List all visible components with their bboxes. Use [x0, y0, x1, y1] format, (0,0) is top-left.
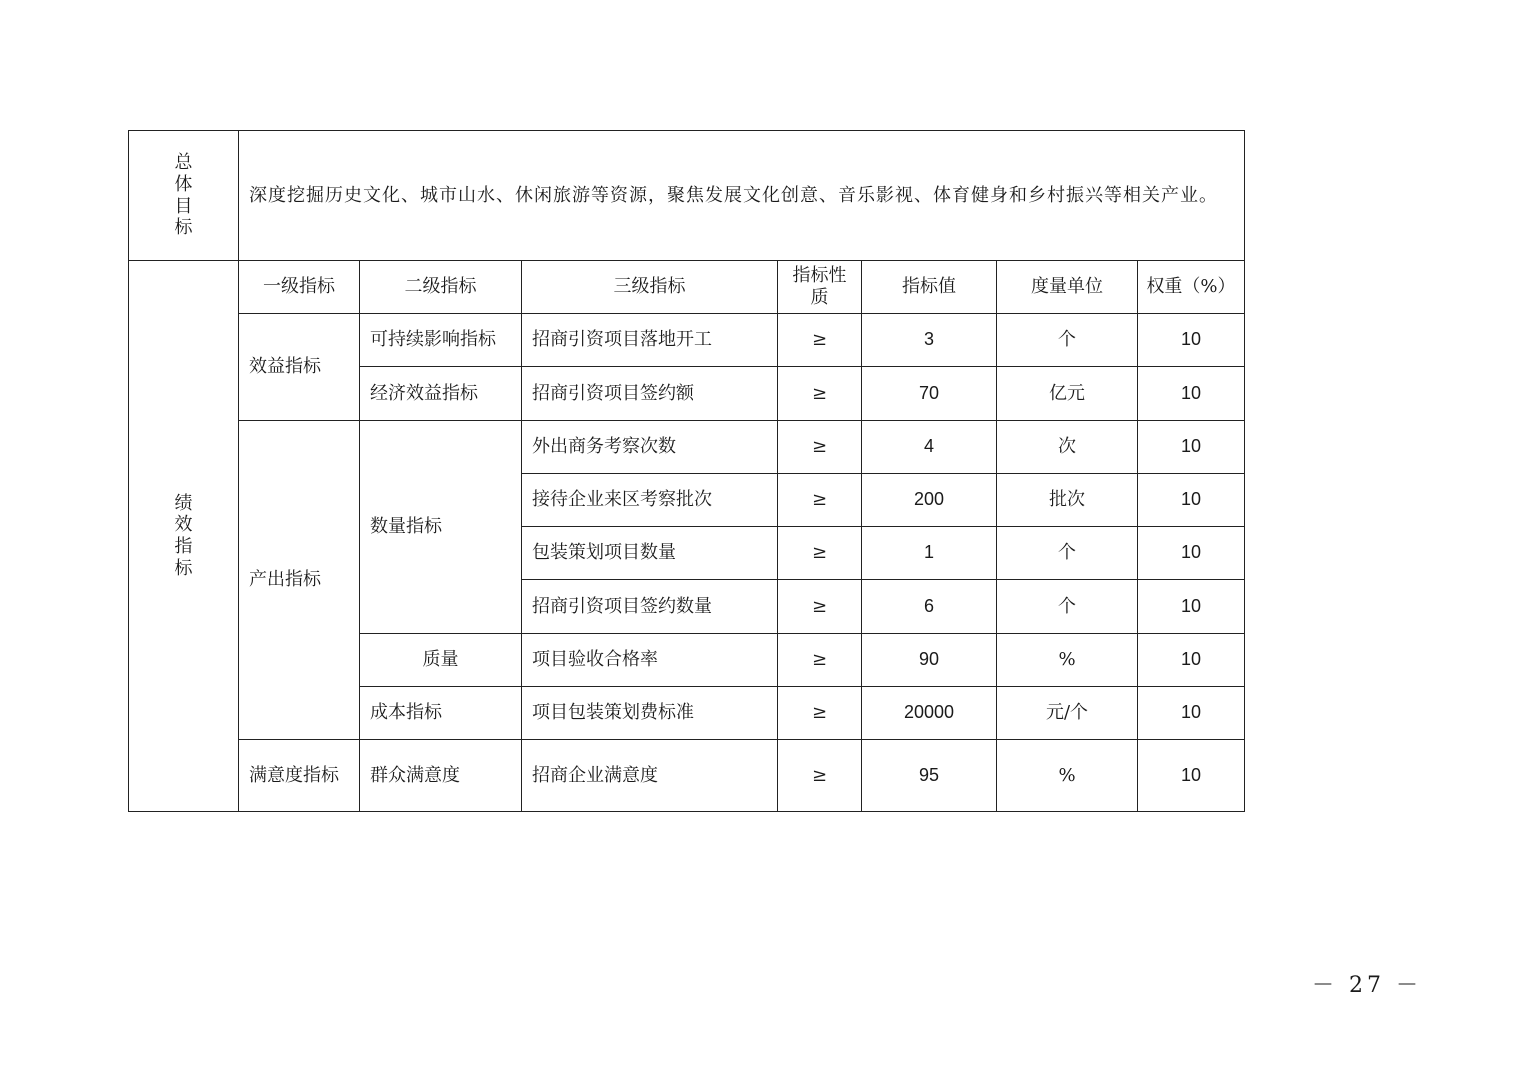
- header-nature: [778, 261, 862, 314]
- goal-label-char: 总: [174, 152, 193, 174]
- performance-label-char: 标: [174, 557, 193, 579]
- row-unit: %: [997, 634, 1138, 687]
- row-unit: %: [997, 740, 1138, 812]
- row-name: 招商引资项目签约额: [522, 367, 778, 421]
- table-row: [129, 740, 1245, 812]
- performance-label-char: 效: [174, 514, 193, 536]
- row-name: 接待企业来区考察批次: [522, 474, 778, 527]
- row-nature: ≥: [778, 314, 862, 367]
- row-nature: ≥: [778, 580, 862, 634]
- goal-label-char: 目: [174, 195, 193, 217]
- row-value: 95: [862, 740, 997, 812]
- group-quantity: 数量指标: [360, 421, 522, 634]
- row-weight: 10: [1138, 367, 1245, 421]
- group-quality: 质量: [360, 634, 522, 687]
- performance-label-char: 绩: [174, 492, 193, 514]
- row-unit: 个: [997, 314, 1138, 367]
- group-economic: 经济效益指标: [360, 367, 522, 421]
- row-name: 招商引资项目签约数量: [522, 580, 778, 634]
- goal-row: [129, 131, 1245, 261]
- header-weight: 权重（%）: [1138, 261, 1245, 314]
- row-weight: 10: [1138, 740, 1245, 812]
- group-benefit: 效益指标: [239, 314, 360, 421]
- header-value: 指标值: [862, 261, 997, 314]
- row-value: 70: [862, 367, 997, 421]
- row-value: 90: [862, 634, 997, 687]
- row-name: 招商企业满意度: [522, 740, 778, 812]
- header-nature-line2: 质: [810, 287, 829, 308]
- row-value: 4: [862, 421, 997, 474]
- row-name: 外出商务考察次数: [522, 421, 778, 474]
- performance-goal-table: [128, 130, 1245, 812]
- header-level3: 三级指标: [522, 261, 778, 314]
- row-value: 1: [862, 527, 997, 580]
- group-output: 产出指标: [239, 421, 360, 740]
- row-unit: 亿元: [997, 367, 1138, 421]
- header-unit: 度量单位: [997, 261, 1138, 314]
- row-unit: 个: [997, 580, 1138, 634]
- goal-label-char: 标: [174, 217, 193, 239]
- row-nature: ≥: [778, 527, 862, 580]
- row-value: 3: [862, 314, 997, 367]
- row-nature: ≥: [778, 421, 862, 474]
- row-unit: 次: [997, 421, 1138, 474]
- group-cost: 成本指标: [360, 687, 522, 740]
- header-row: [129, 261, 1245, 314]
- row-name: 项目验收合格率: [522, 634, 778, 687]
- row-weight: 10: [1138, 474, 1245, 527]
- row-weight: 10: [1138, 314, 1245, 367]
- header-level2: 二级指标: [360, 261, 522, 314]
- row-unit: 元/个: [997, 687, 1138, 740]
- row-weight: 10: [1138, 687, 1245, 740]
- header-level1: 一级指标: [239, 261, 360, 314]
- row-unit: 个: [997, 527, 1138, 580]
- goal-text: 深度挖掘历史文化、城市山水、休闲旅游等资源，聚焦发展文化创意、音乐影视、体育健身和乡村振兴等相关产业。: [239, 131, 1245, 261]
- group-public-satisfaction: 群众满意度: [360, 740, 522, 812]
- goal-label: [129, 131, 239, 261]
- row-nature: ≥: [778, 634, 862, 687]
- row-nature: ≥: [778, 687, 862, 740]
- row-value: 6: [862, 580, 997, 634]
- goal-label-char: 体: [174, 173, 193, 195]
- row-weight: 10: [1138, 580, 1245, 634]
- page-number: － 27 －: [1312, 973, 1422, 998]
- row-name: 项目包装策划费标准: [522, 687, 778, 740]
- row-weight: 10: [1138, 421, 1245, 474]
- group-sustainable: 可持续影响指标: [360, 314, 522, 367]
- row-nature: ≥: [778, 474, 862, 527]
- table-row: [129, 314, 1245, 367]
- row-name: 包装策划项目数量: [522, 527, 778, 580]
- header-nature-line1: 指标性: [792, 265, 847, 287]
- row-value: 200: [862, 474, 997, 527]
- row-nature: ≥: [778, 367, 862, 421]
- group-satisfaction: 满意度指标: [239, 740, 360, 812]
- row-unit: 批次: [997, 474, 1138, 527]
- row-weight: 10: [1138, 634, 1245, 687]
- table-row: [129, 421, 1245, 474]
- row-name: 招商引资项目落地开工: [522, 314, 778, 367]
- row-weight: 10: [1138, 527, 1245, 580]
- row-value: 20000: [862, 687, 997, 740]
- performance-label: [129, 261, 239, 812]
- performance-label-char: 指: [174, 536, 193, 557]
- row-nature: ≥: [778, 740, 862, 812]
